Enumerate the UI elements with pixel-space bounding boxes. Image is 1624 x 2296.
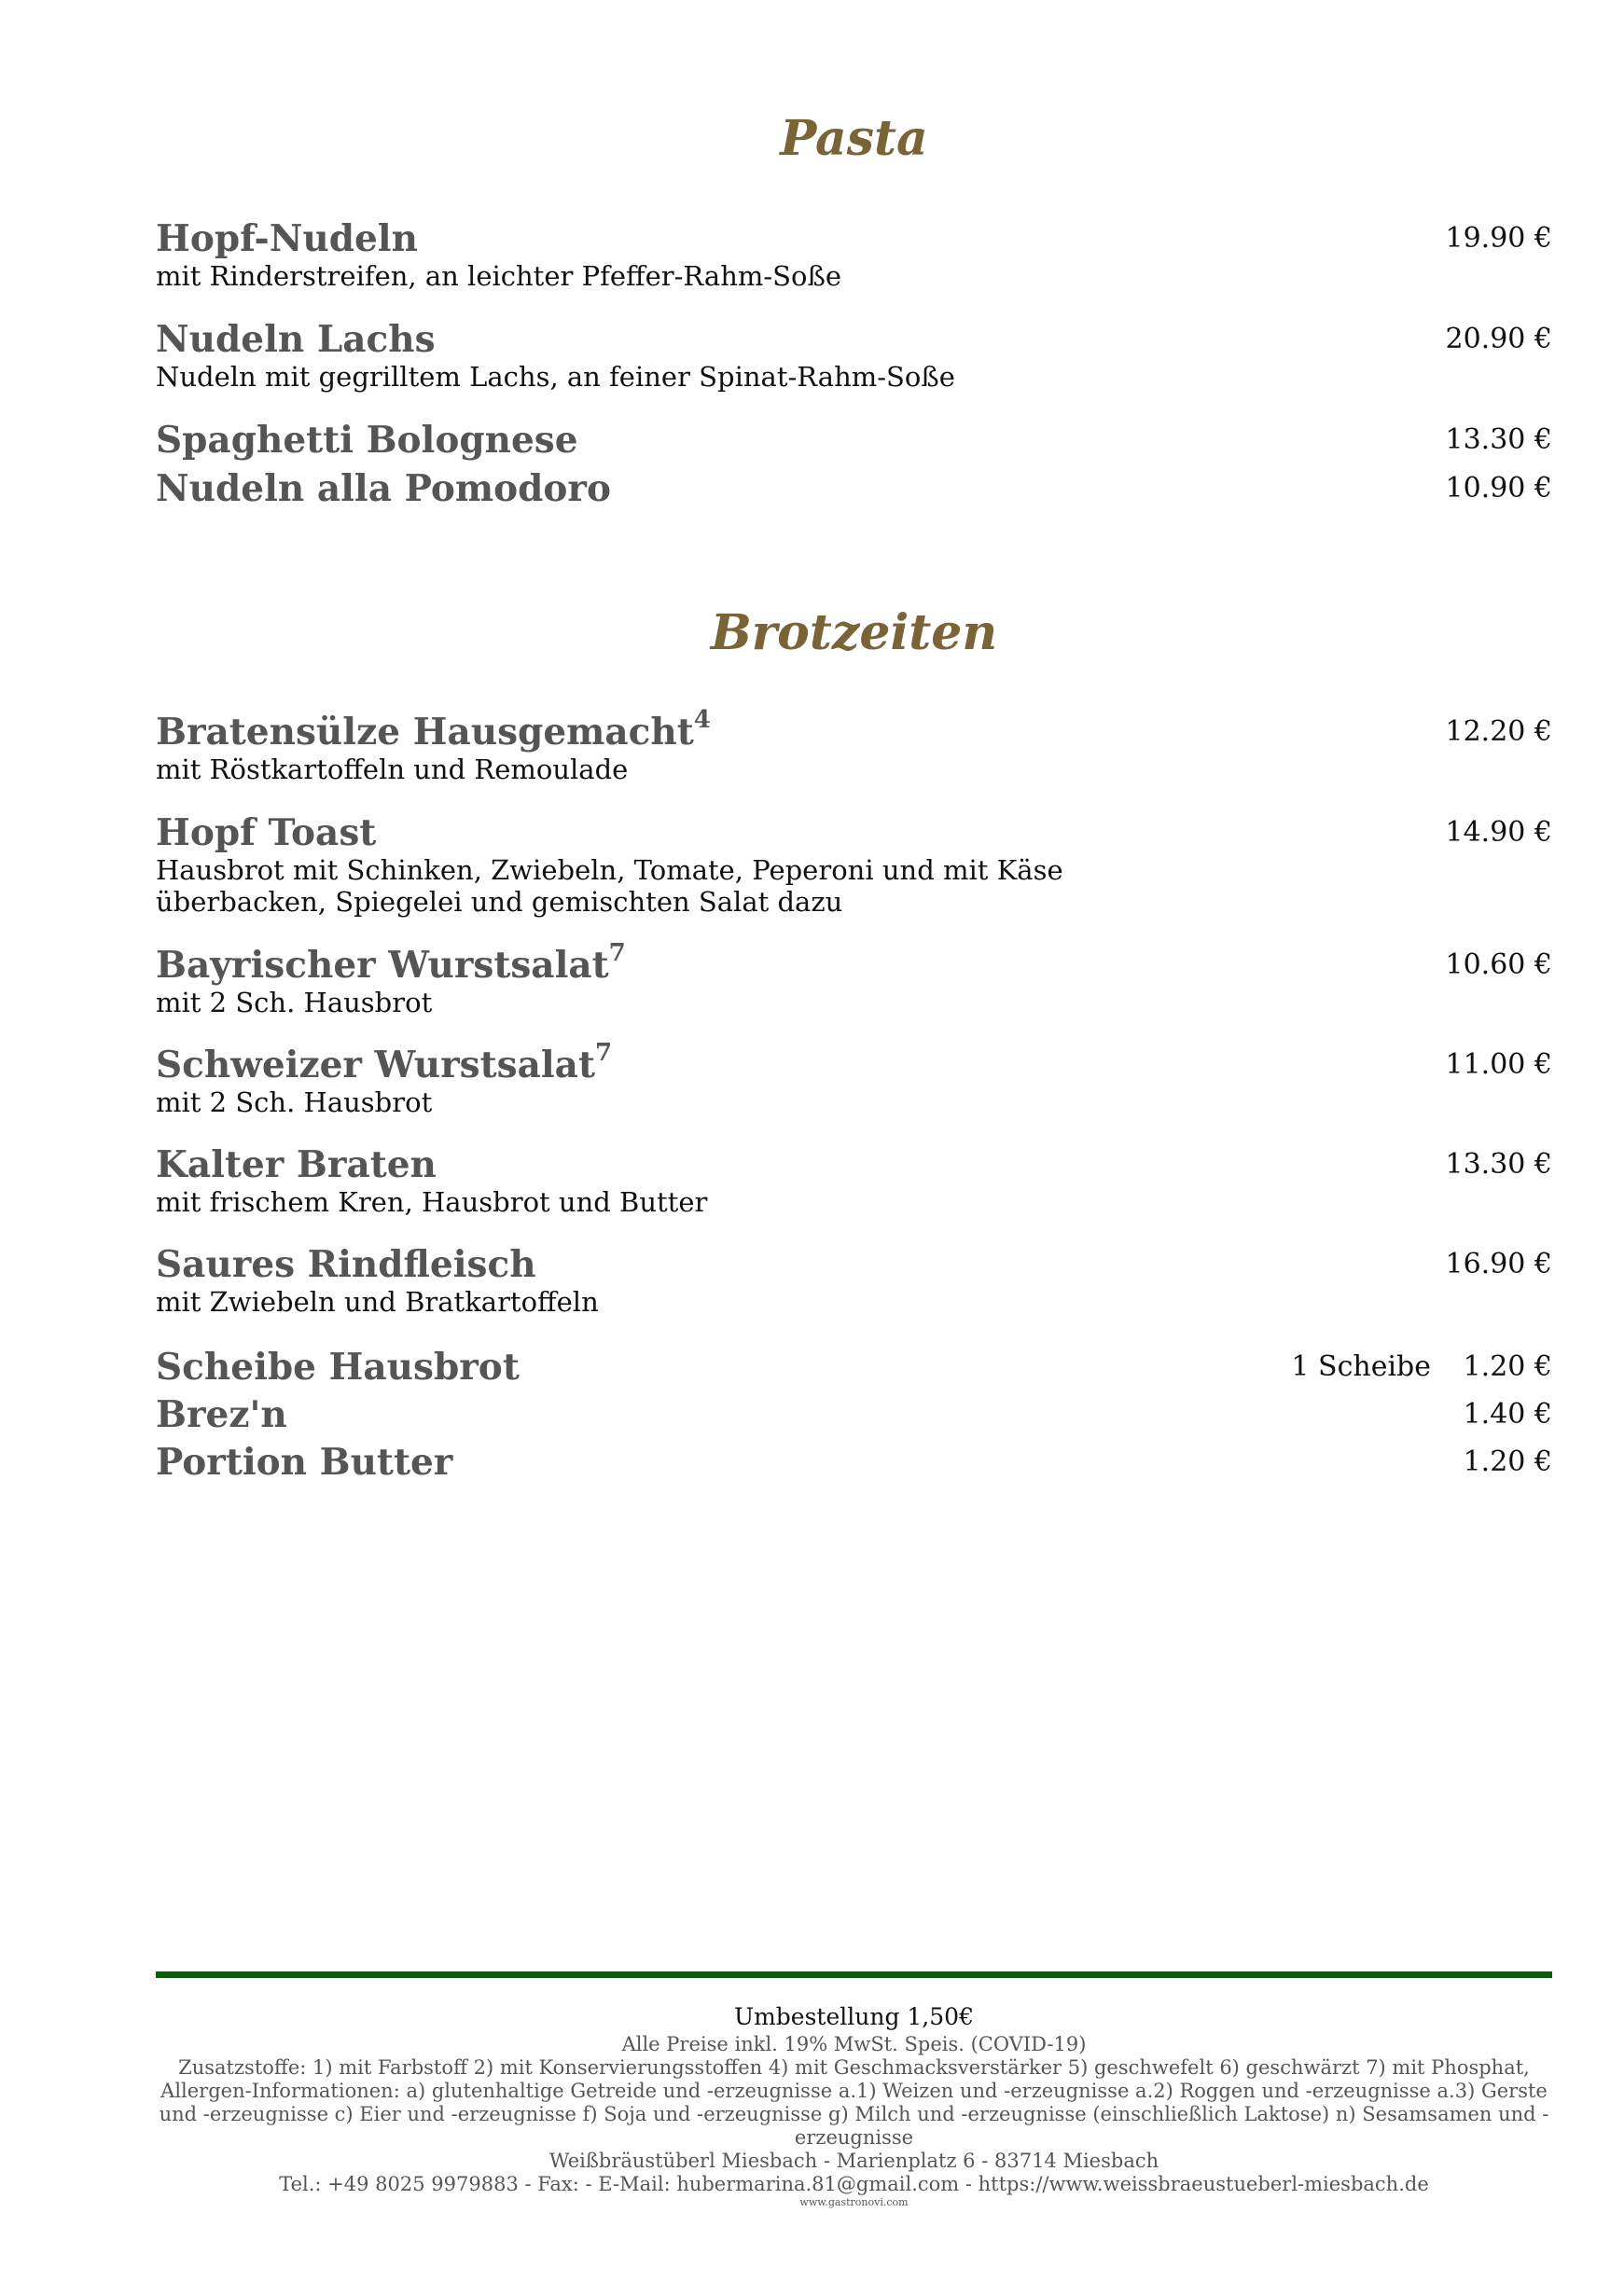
item-price: 16.90 € xyxy=(1445,1248,1552,1280)
item-name: Nudeln Lachs xyxy=(156,318,436,361)
menu-item xyxy=(156,419,1552,462)
menu-item xyxy=(156,706,1552,785)
item-description: mit Zwiebeln und Bratkartoffeln xyxy=(156,1286,599,1318)
menu-item xyxy=(156,467,1552,510)
footer-contact: Tel.: +49 8025 9979883 - Fax: - E-Mail: hubermarina.81@gmail.com - https://www.weissbraeustueberl-miesbach.de xyxy=(279,2173,1429,2195)
footer xyxy=(149,2001,1559,2209)
footer-additives: Zusatzstoffe: 1) mit Farbstoff 2) mit Konservierungsstoffen 4) mit Geschmacksverstärker 5) geschwefelt 6) geschwärzt 7) mit Phosphat, xyxy=(178,2056,1530,2079)
item-quantity: 1 Scheibe xyxy=(1291,1350,1431,1383)
item-description: mit frischem Kren, Hausbrot und Butter xyxy=(156,1186,708,1218)
item-description: Hausbrot mit Schinken, Zwiebeln, Tomate, Peperoni und mit Käse überbacken, Spiegelei und gemischten Salat dazu xyxy=(156,854,1063,918)
item-price: 14.90 € xyxy=(1445,816,1552,849)
item-name xyxy=(156,1039,1552,1086)
menu-item xyxy=(156,318,1552,393)
menu-item xyxy=(156,1441,1552,1484)
item-description: Nudeln mit gegrilltem Lachs, an feiner Spinat-Rahm-Soße xyxy=(156,361,955,393)
item-price: 19.90 € xyxy=(1445,222,1552,255)
item-price: 11.00 € xyxy=(1445,1048,1552,1081)
item-name: Scheibe Hausbrot xyxy=(156,1346,520,1389)
section-title-brotzeiten: Brotzeiten xyxy=(710,604,998,661)
item-price: 1.20 € xyxy=(1463,1445,1552,1478)
item-description: mit 2 Sch. Hausbrot xyxy=(156,987,433,1018)
item-description: mit 2 Sch. Hausbrot xyxy=(156,1086,433,1118)
item-price: 10.90 € xyxy=(1445,472,1552,505)
allergen-footnote: 7 xyxy=(594,1039,613,1067)
menu-item xyxy=(156,1346,1552,1389)
item-price: 1.40 € xyxy=(1463,1398,1552,1431)
item-price: 1.20 € xyxy=(1463,1350,1552,1383)
footer-credit: www.gastronovi.com xyxy=(799,2196,909,2208)
footer-headline: Umbestellung 1,50€ xyxy=(734,2003,974,2030)
footer-vat-note: Alle Preise inkl. 19% MwSt. Speis. (COVID-19) xyxy=(621,2033,1087,2055)
menu-item xyxy=(156,217,1552,292)
item-name: Brez'n xyxy=(156,1393,287,1436)
footer-allergens: Allergen-Informationen: a) glutenhaltige Getreide und -erzeugnisse a.1) Weizen und -erzeugnisse a.2) Roggen und -erzeugnisse a.3) Gerste und -erzeugnisse c) Eier und -erzeugnisse f) Soja und -erzeugnisse g) Milch und -erzeugnisse (einschließlich Laktose) n) Sesamsamen und -erzeugnisse xyxy=(159,2080,1549,2149)
item-name: Portion Butter xyxy=(156,1441,453,1484)
section-title-pasta: Pasta xyxy=(780,110,928,167)
footer-address: Weißbräustüberl Miesbach - Marienplatz 6 - 83714 Miesbach xyxy=(548,2150,1159,2172)
allergen-footnote: 7 xyxy=(608,939,626,967)
menu-item xyxy=(156,1143,1552,1218)
menu-item xyxy=(156,939,1552,1018)
item-price: 13.30 € xyxy=(1445,423,1552,456)
item-description: mit Rinderstreifen, an leichter Pfeffer-Rahm-Soße xyxy=(156,260,842,292)
item-name xyxy=(156,706,1552,754)
item-name xyxy=(156,939,1552,987)
item-name: Hopf-Nudeln xyxy=(156,217,418,260)
item-price: 20.90 € xyxy=(1445,323,1552,355)
allergen-footnote: 4 xyxy=(693,706,711,734)
item-name-text: Bratensülze Hausgemacht xyxy=(156,711,694,754)
item-price: 13.30 € xyxy=(1445,1148,1552,1181)
item-name: Nudeln alla Pomodoro xyxy=(156,467,611,510)
item-name: Kalter Braten xyxy=(156,1143,437,1186)
menu-item xyxy=(156,811,1552,918)
item-price: 12.20 € xyxy=(1445,715,1552,748)
footer-divider xyxy=(156,1971,1552,1978)
item-description: mit Röstkartoffeln und Remoulade xyxy=(156,754,629,785)
item-name: Hopf Toast xyxy=(156,811,377,854)
menu-item xyxy=(156,1393,1552,1436)
item-price: 10.60 € xyxy=(1445,948,1552,981)
item-name: Spaghetti Bolognese xyxy=(156,419,578,462)
item-name-text: Schweizer Wurstsalat xyxy=(156,1044,595,1086)
menu-item xyxy=(156,1243,1552,1318)
item-name: Saures Rindfleisch xyxy=(156,1243,536,1286)
menu-item xyxy=(156,1039,1552,1118)
item-name-text: Bayrischer Wurstsalat xyxy=(156,944,609,987)
